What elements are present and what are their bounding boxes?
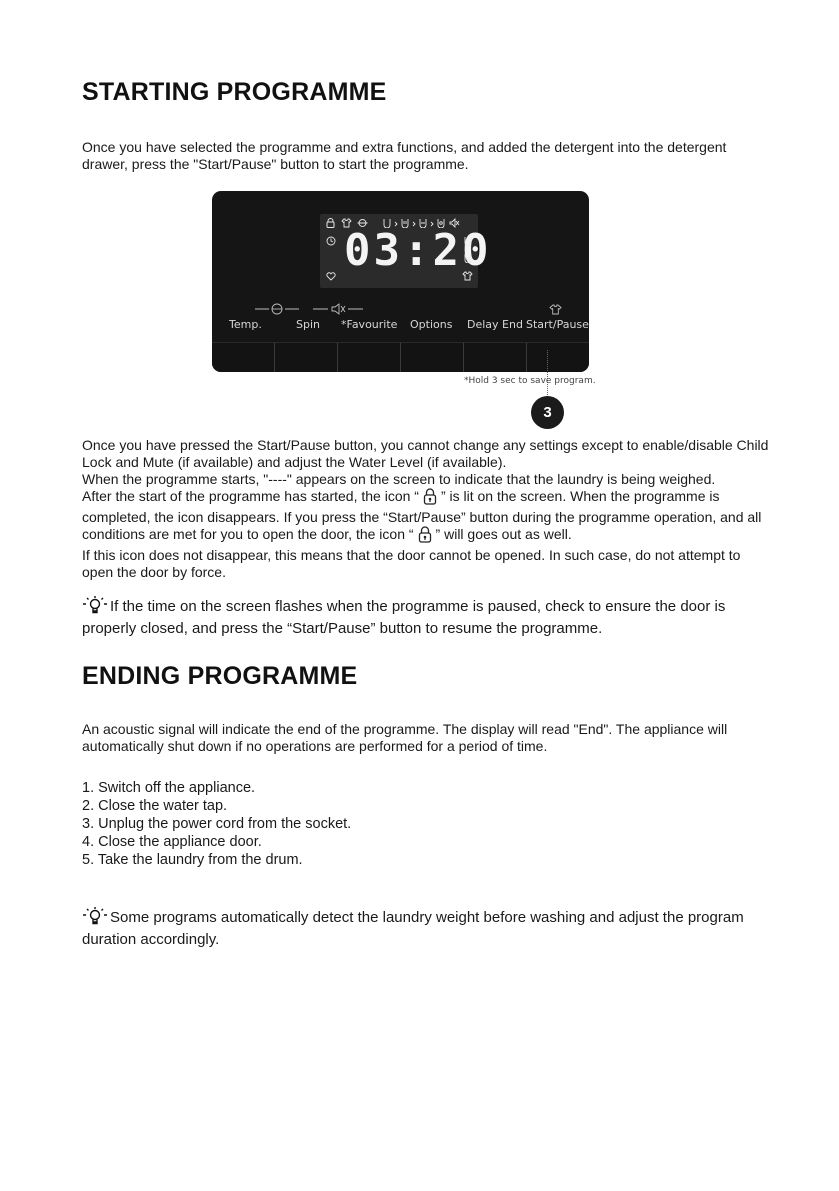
tip-paused-text: If the time on the screen flashes when the programme is paused, check to ensure the door is properly closed, and press the “Start/Pause” button to resume the programme. — [82, 598, 726, 637]
tip-paused — [82, 595, 772, 638]
button-labels — [212, 318, 589, 334]
list-item: 2. Close the water tap. — [82, 798, 228, 814]
button-row — [212, 342, 589, 372]
start-pause-button[interactable] — [526, 342, 589, 372]
door-lock-icon — [423, 488, 437, 509]
ending-intro — [82, 721, 772, 755]
clock-icon — [326, 236, 336, 248]
control-panel — [212, 191, 589, 372]
callout-badge: 3 — [531, 396, 564, 429]
section-heading-starting: STARTING PROGRAMME — [82, 78, 387, 106]
heart-icon — [326, 272, 336, 283]
time-readout: 03:20 — [344, 225, 492, 276]
hold-note: *Hold 3 sec to save program. — [464, 376, 596, 386]
list-item: 5. Take the laundry from the drum. — [82, 852, 303, 868]
note-weighing: When the programme starts, "----" appears on the screen to indicate that the laundry is being weighed. — [82, 471, 716, 487]
list-item: 3. Unplug the power cord from the socket. — [82, 816, 352, 832]
note-door-warning: If this icon does not disappear, this means that the door cannot be opened. In such case, do not attempt to open the door by force. — [82, 547, 741, 580]
spin-button[interactable] — [274, 342, 337, 372]
options-button[interactable] — [400, 342, 463, 372]
wash-icon — [463, 236, 473, 248]
shirt-status-icon — [462, 271, 473, 283]
label-start-pause: Start/Pause — [526, 318, 589, 331]
label-spin: Spin — [296, 318, 320, 331]
label-options: Options — [410, 318, 453, 331]
label-favourite: *Favourite — [341, 318, 398, 331]
ending-steps — [82, 779, 351, 869]
delay-end-button[interactable] — [463, 342, 526, 372]
note-lock-icon: After the start of the programme has started, the icon “ ” is lit on the screen. When the programme is completed, the icon disappears. If you press the “Start/Pause” button during the programme operation, and all conditions are met for you to open the door, the icon “ ” will goes out as well. — [82, 488, 772, 547]
list-item: 1. Switch off the appliance. — [82, 780, 256, 796]
ending-intro-text: An acoustic signal will indicate the end of the programme. The display will read "End". The appliance will automatically shut down if no operations are performed for a period of time. — [82, 721, 728, 754]
operation-notes — [82, 437, 772, 581]
rinse-icon — [463, 253, 473, 265]
lightbulb-icon — [82, 595, 108, 620]
list-item: 4. Close the appliance door. — [82, 834, 262, 850]
door-lock-icon — [418, 526, 432, 547]
intro-text: Once you have selected the programme and extra functions, and added the detergent into the detergent drawer, press the "Start/Pause" button to start the programme. — [82, 139, 727, 172]
label-temp: Temp. — [229, 318, 262, 331]
lock-icon — [326, 218, 335, 230]
callout-line — [547, 350, 548, 399]
favourite-button[interactable] — [337, 342, 400, 372]
starting-intro — [82, 139, 772, 173]
lightbulb-icon — [82, 906, 108, 931]
tip-weight — [82, 906, 772, 949]
label-delay-end: Delay End — [467, 318, 523, 331]
tip-weight-text: Some programs automatically detect the laundry weight before washing and adjust the program duration accordingly. — [82, 909, 744, 948]
temp-button[interactable] — [212, 342, 274, 372]
note-settings: Once you have pressed the Start/Pause button, you cannot change any settings except to enable/disable Child Lock and Mute (if available) and adjust the Water Level (if available). — [82, 437, 769, 470]
lcd-display — [320, 214, 492, 288]
section-heading-ending: ENDING PROGRAMME — [82, 662, 358, 690]
